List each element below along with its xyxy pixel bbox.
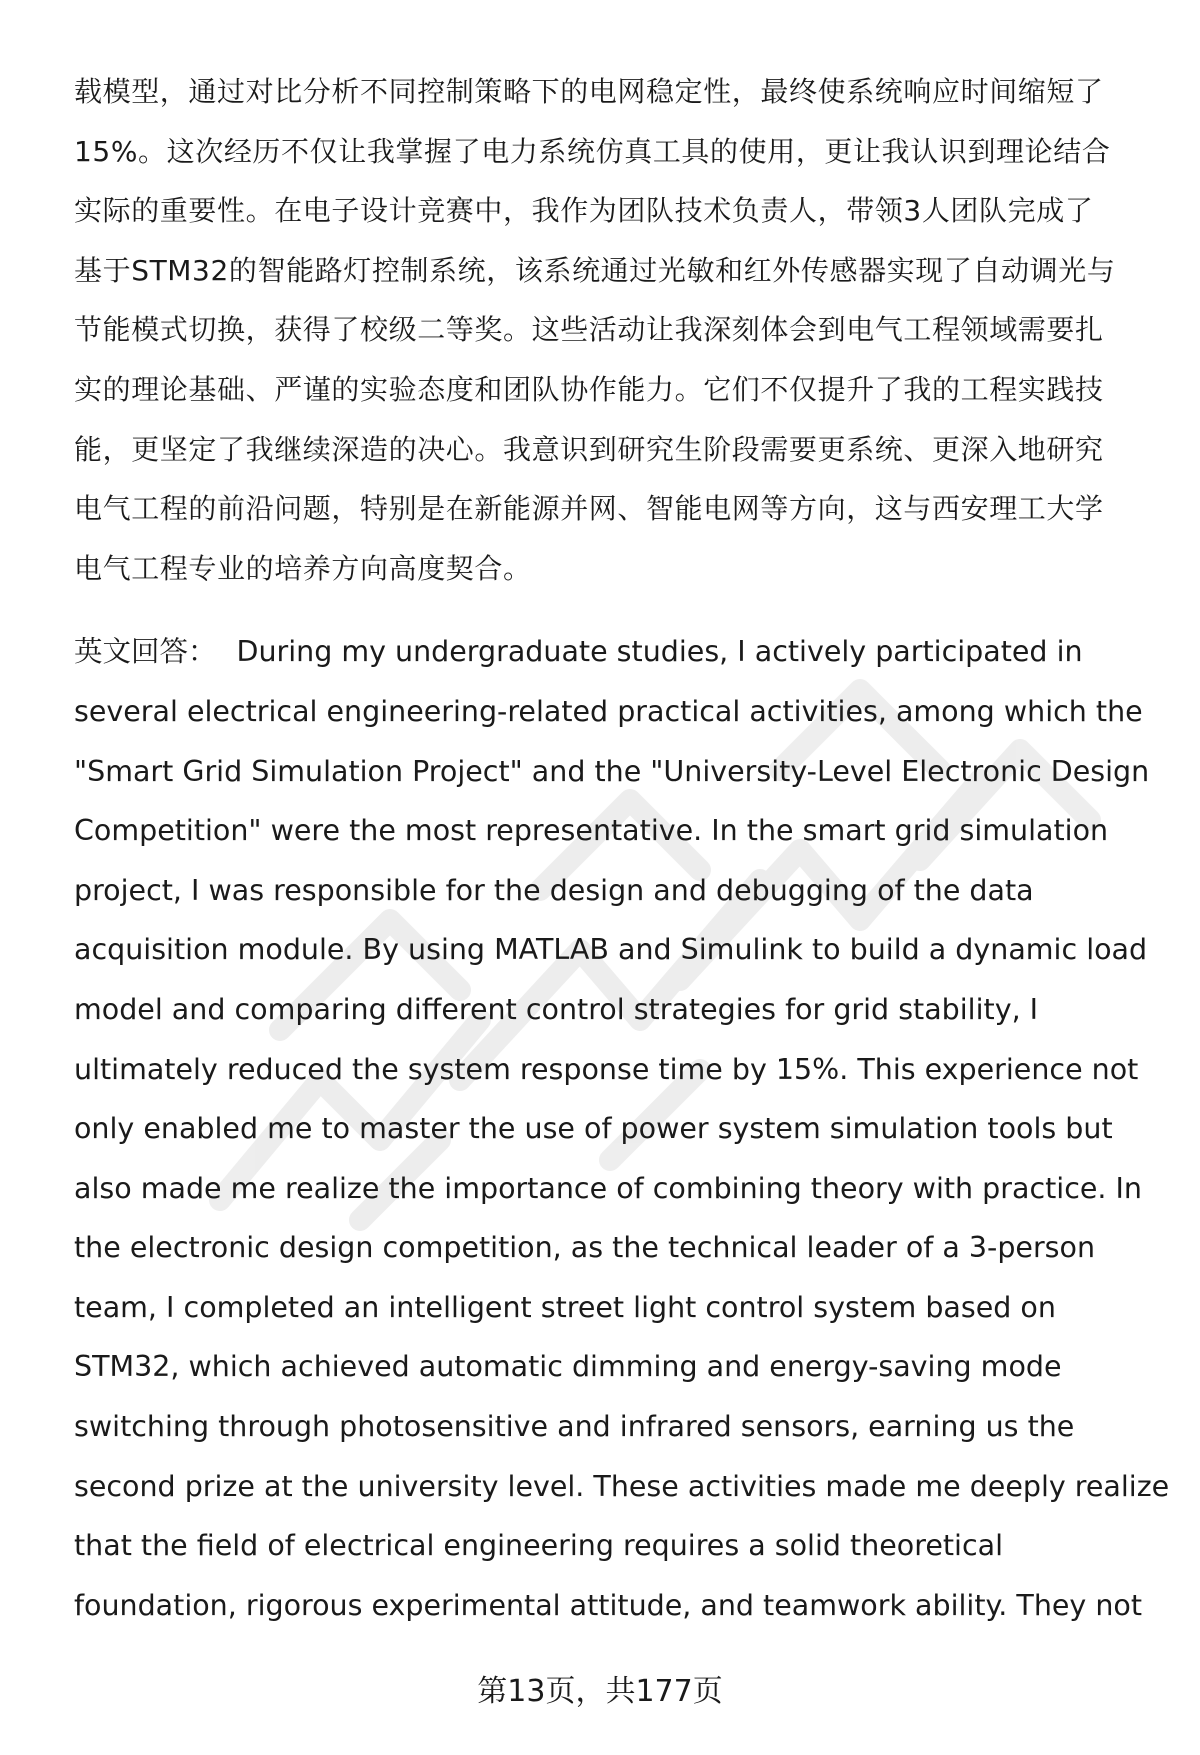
text-line: Competition" were the most representative. In the smart grid simulation <box>74 814 1109 848</box>
text-line: second prize at the university level. These activities made me deeply realize <box>74 1469 1170 1503</box>
text-line: During my undergraduate studies, I actively participated in <box>236 635 1083 669</box>
english-first-line <box>74 622 1154 682</box>
text-line: switching through photosensitive and infrared sensors, earning us the <box>74 1410 1075 1444</box>
text-line: 基于STM32的智能路灯控制系统，该系统通过光敏和红外传感器实现了自动调光与 <box>74 253 1116 287</box>
text-line: project, I was responsible for the design and debugging of the data <box>74 873 1034 907</box>
text-line: STM32, which achieved automatic dimming and energy-saving mode <box>74 1350 1062 1384</box>
text-line: only enabled me to master the use of power system simulation tools but <box>74 1112 1113 1146</box>
text-line: 实的理论基础、严谨的实验态度和团队协作能力。它们不仅提升了我的工程实践技 <box>74 372 1104 406</box>
text-line: 15%。这次经历不仅让我掌握了电力系统仿真工具的使用，更让我认识到理论结合 <box>74 134 1111 168</box>
text-line: acquisition module. By using MATLAB and Simulink to build a dynamic load <box>74 933 1148 967</box>
text-line: 能，更坚定了我继续深造的决心。我意识到研究生阶段需要更系统、更深入地研究 <box>74 432 1104 466</box>
page-number-footer: 第13页，共177页 <box>477 1674 723 1709</box>
text-line: the electronic design competition, as the technical leader of a 3-person <box>74 1231 1096 1265</box>
text-line: ultimately reduced the system response time by 15%. This experience not <box>74 1052 1139 1086</box>
text-line: 载模型，通过对比分析不同控制策略下的电网稳定性，最终使系统响应时间缩短了 <box>74 75 1104 108</box>
text-line: also made me realize the importance of combining theory with practice. In <box>74 1171 1142 1205</box>
text-line: 电气工程的前沿问题，特别是在新能源并网、智能电网等方向，这与西安理工大学 <box>74 492 1104 526</box>
text-line: 电气工程专业的培养方向高度契合。 <box>74 551 532 585</box>
text-line: foundation, rigorous experimental attitude, and teamwork ability. They not <box>74 1588 1143 1622</box>
chinese-answer-paragraph <box>74 62 1154 598</box>
english-answer-paragraph <box>74 622 1170 1635</box>
text-line: several electrical engineering-related practical activities, among which the <box>74 694 1143 728</box>
main-content <box>74 62 1170 1635</box>
text-line: model and comparing different control strategies for grid stability, I <box>74 992 1039 1026</box>
text-line: team, I completed an intelligent street light control system based on <box>74 1290 1056 1324</box>
text-line: that the field of electrical engineering requires a solid theoretical <box>74 1529 1004 1563</box>
answer-label: 英文回答： <box>74 635 217 669</box>
text-line: "Smart Grid Simulation Project" and the "University-Level Electronic Design <box>74 754 1150 788</box>
text-line: 节能模式切换，获得了校级二等奖。这些活动让我深刻体会到电气工程领域需要扎 <box>74 313 1104 347</box>
text-line: 实际的重要性。在电子设计竞赛中，我作为团队技术负责人，带领3人团队完成了 <box>74 194 1094 228</box>
